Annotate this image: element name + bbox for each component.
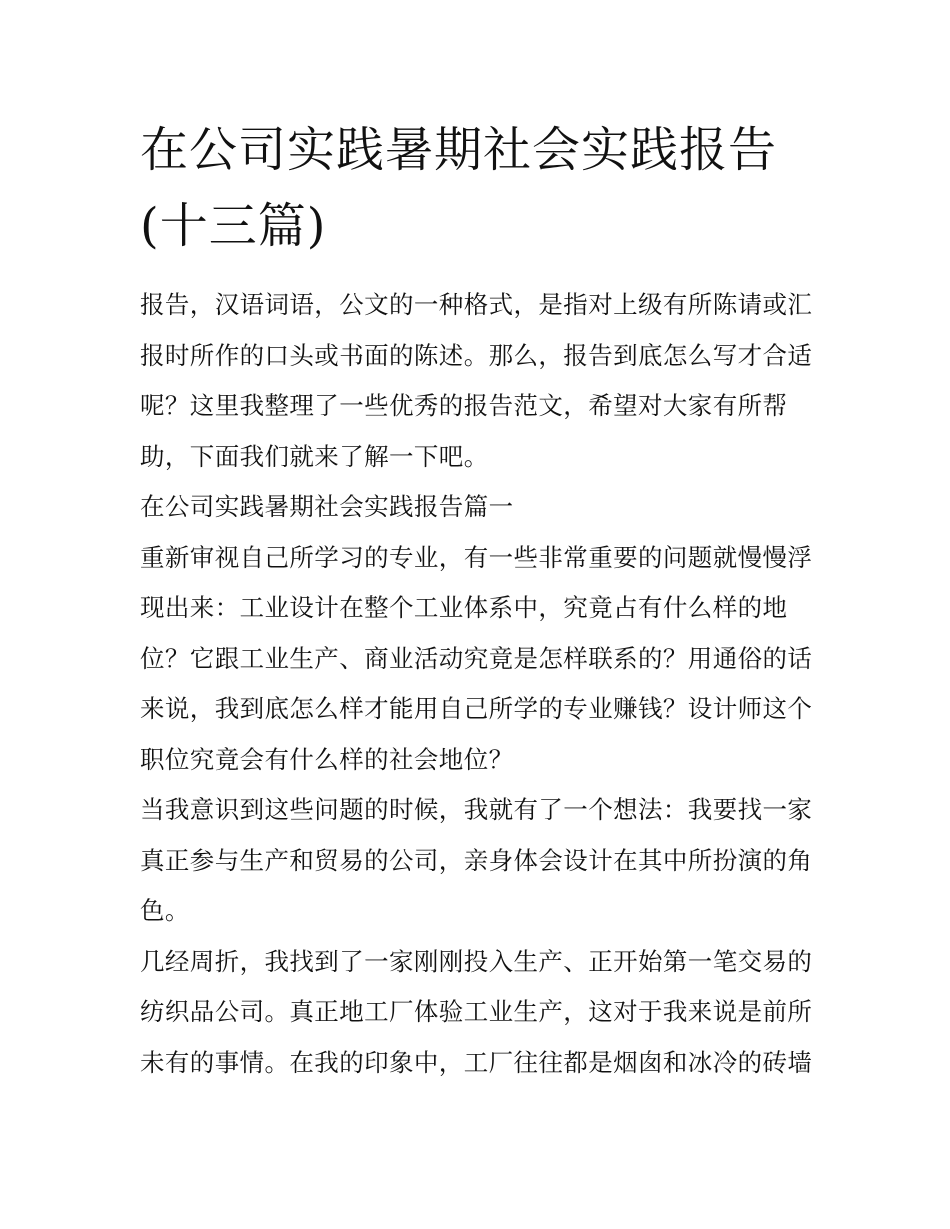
paragraph-line: 报时所作的口头或书面的陈述。那么，报告到底怎么写才合适: [140, 340, 813, 370]
paragraph-line: 纺织品公司。真正地工厂体验工业生产，这对于我来说是前所: [140, 997, 813, 1026]
document-page: [140, 112, 812, 1088]
paragraph-line: 助，下面我们就来了解一下吧。: [140, 441, 489, 471]
paragraph-line: 几经周折，我找到了一家刚刚投入生产、正开始第一笔交易的: [140, 946, 813, 976]
paragraph-line: 现出来：工业设计在整个工业体系中，究竟占有什么样的地: [140, 593, 788, 622]
paragraph-line: 呢？这里我整理了一些优秀的报告范文，希望对大家有所帮: [140, 391, 788, 420]
paragraph-line: 色。: [140, 896, 190, 925]
title-line: (十三篇): [140, 198, 327, 254]
document-body: [140, 280, 812, 1088]
title-line: 在公司实践暑期社会实践报告: [140, 122, 778, 178]
document-title: [140, 112, 812, 264]
paragraph-line: 当我意识到这些问题的时候，我就有了一个想法：我要找一家: [140, 795, 813, 824]
paragraph-line: 重新审视自己所学习的专业，有一些非常重要的问题就慢慢浮: [140, 542, 813, 572]
section-heading: 在公司实践暑期社会实践报告篇一: [140, 492, 514, 521]
paragraph-line: 未有的事情。在我的印象中，工厂往往都是烟囱和冰冷的砖墙: [140, 1047, 813, 1077]
paragraph-line: 真正参与生产和贸易的公司，亲身体会设计在其中所扮演的角: [140, 845, 813, 875]
paragraph-line: 报告，汉语词语，公文的一种格式，是指对上级有所陈请或汇: [140, 290, 813, 319]
paragraph-line: 位？它跟工业生产、商业活动究竟是怎样联系的？用通俗的话: [140, 643, 813, 673]
paragraph-line: 来说，我到底怎么样才能用自己所学的专业赚钱？设计师这个: [140, 694, 813, 723]
paragraph-line: 职位究竟会有什么样的社会地位？: [140, 744, 514, 774]
